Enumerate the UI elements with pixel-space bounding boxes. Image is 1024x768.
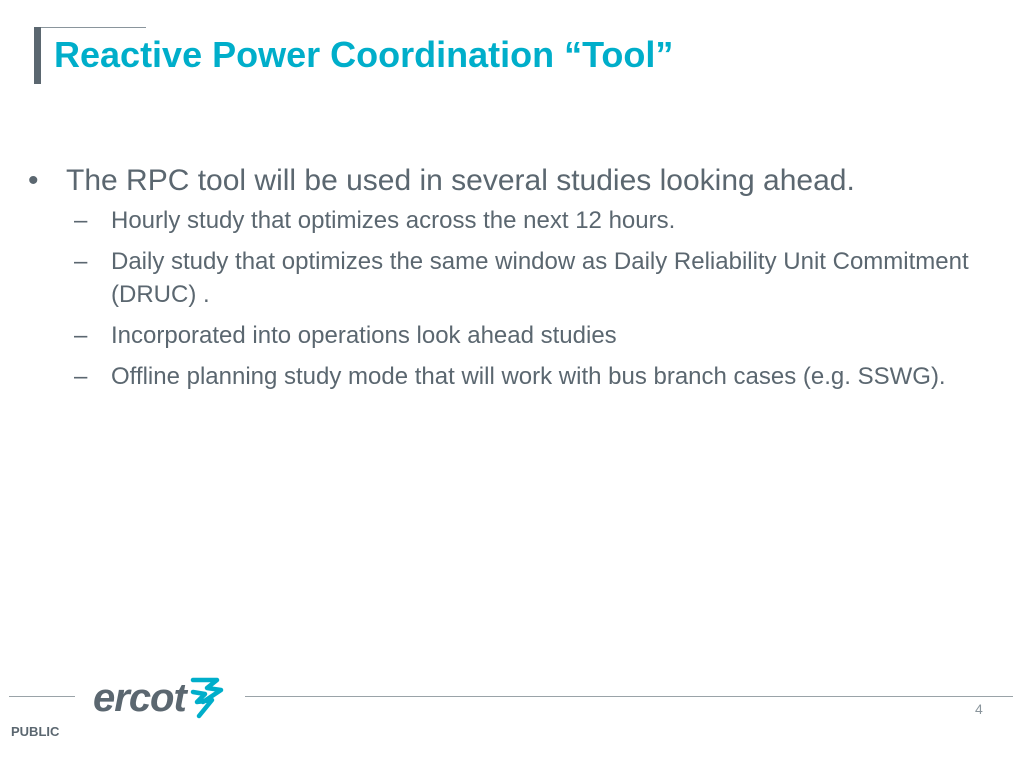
bullet-text: The RPC tool will be used in several studies looking ahead. <box>66 164 855 197</box>
logo-wordmark: ercot <box>93 675 186 720</box>
sub-bullet-dash: – <box>74 363 88 390</box>
sub-bullet-item <box>28 319 1003 352</box>
sub-bullet-item <box>28 204 1003 237</box>
title-accent-line <box>41 27 146 28</box>
slide-title: Reactive Power Coordination “Tool” <box>54 34 674 75</box>
footer-rule-right <box>245 696 1013 697</box>
classification-label: PUBLIC <box>11 724 60 739</box>
title-accent-bar <box>34 27 41 84</box>
sub-bullet-text: Hourly study that optimizes across the next 12 hours. <box>111 207 676 234</box>
sub-bullet-dash: – <box>74 207 88 234</box>
slide-body <box>28 160 1003 401</box>
sub-bullet-dash: – <box>74 322 88 349</box>
bullet-item <box>28 160 1003 202</box>
sub-bullet-list <box>28 204 1003 393</box>
footer-rule-left <box>9 696 75 697</box>
ercot-logo <box>93 670 224 725</box>
ercot-bolt-logo-icon <box>188 672 224 725</box>
sub-bullet-text: Incorporated into operations look ahead studies <box>111 322 617 349</box>
sub-bullet-item <box>28 360 1003 393</box>
sub-bullet-dash: – <box>74 248 88 275</box>
sub-bullet-text: Daily study that optimizes the same window as Daily Reliability Unit Commitment (DRUC) . <box>111 248 969 308</box>
sub-bullet-text: Offline planning study mode that will work with bus branch cases (e.g. SSWG). <box>111 363 946 390</box>
bullet-dot: • <box>28 164 39 197</box>
page-number: 4 <box>975 701 983 717</box>
sub-bullet-item <box>28 245 1003 311</box>
